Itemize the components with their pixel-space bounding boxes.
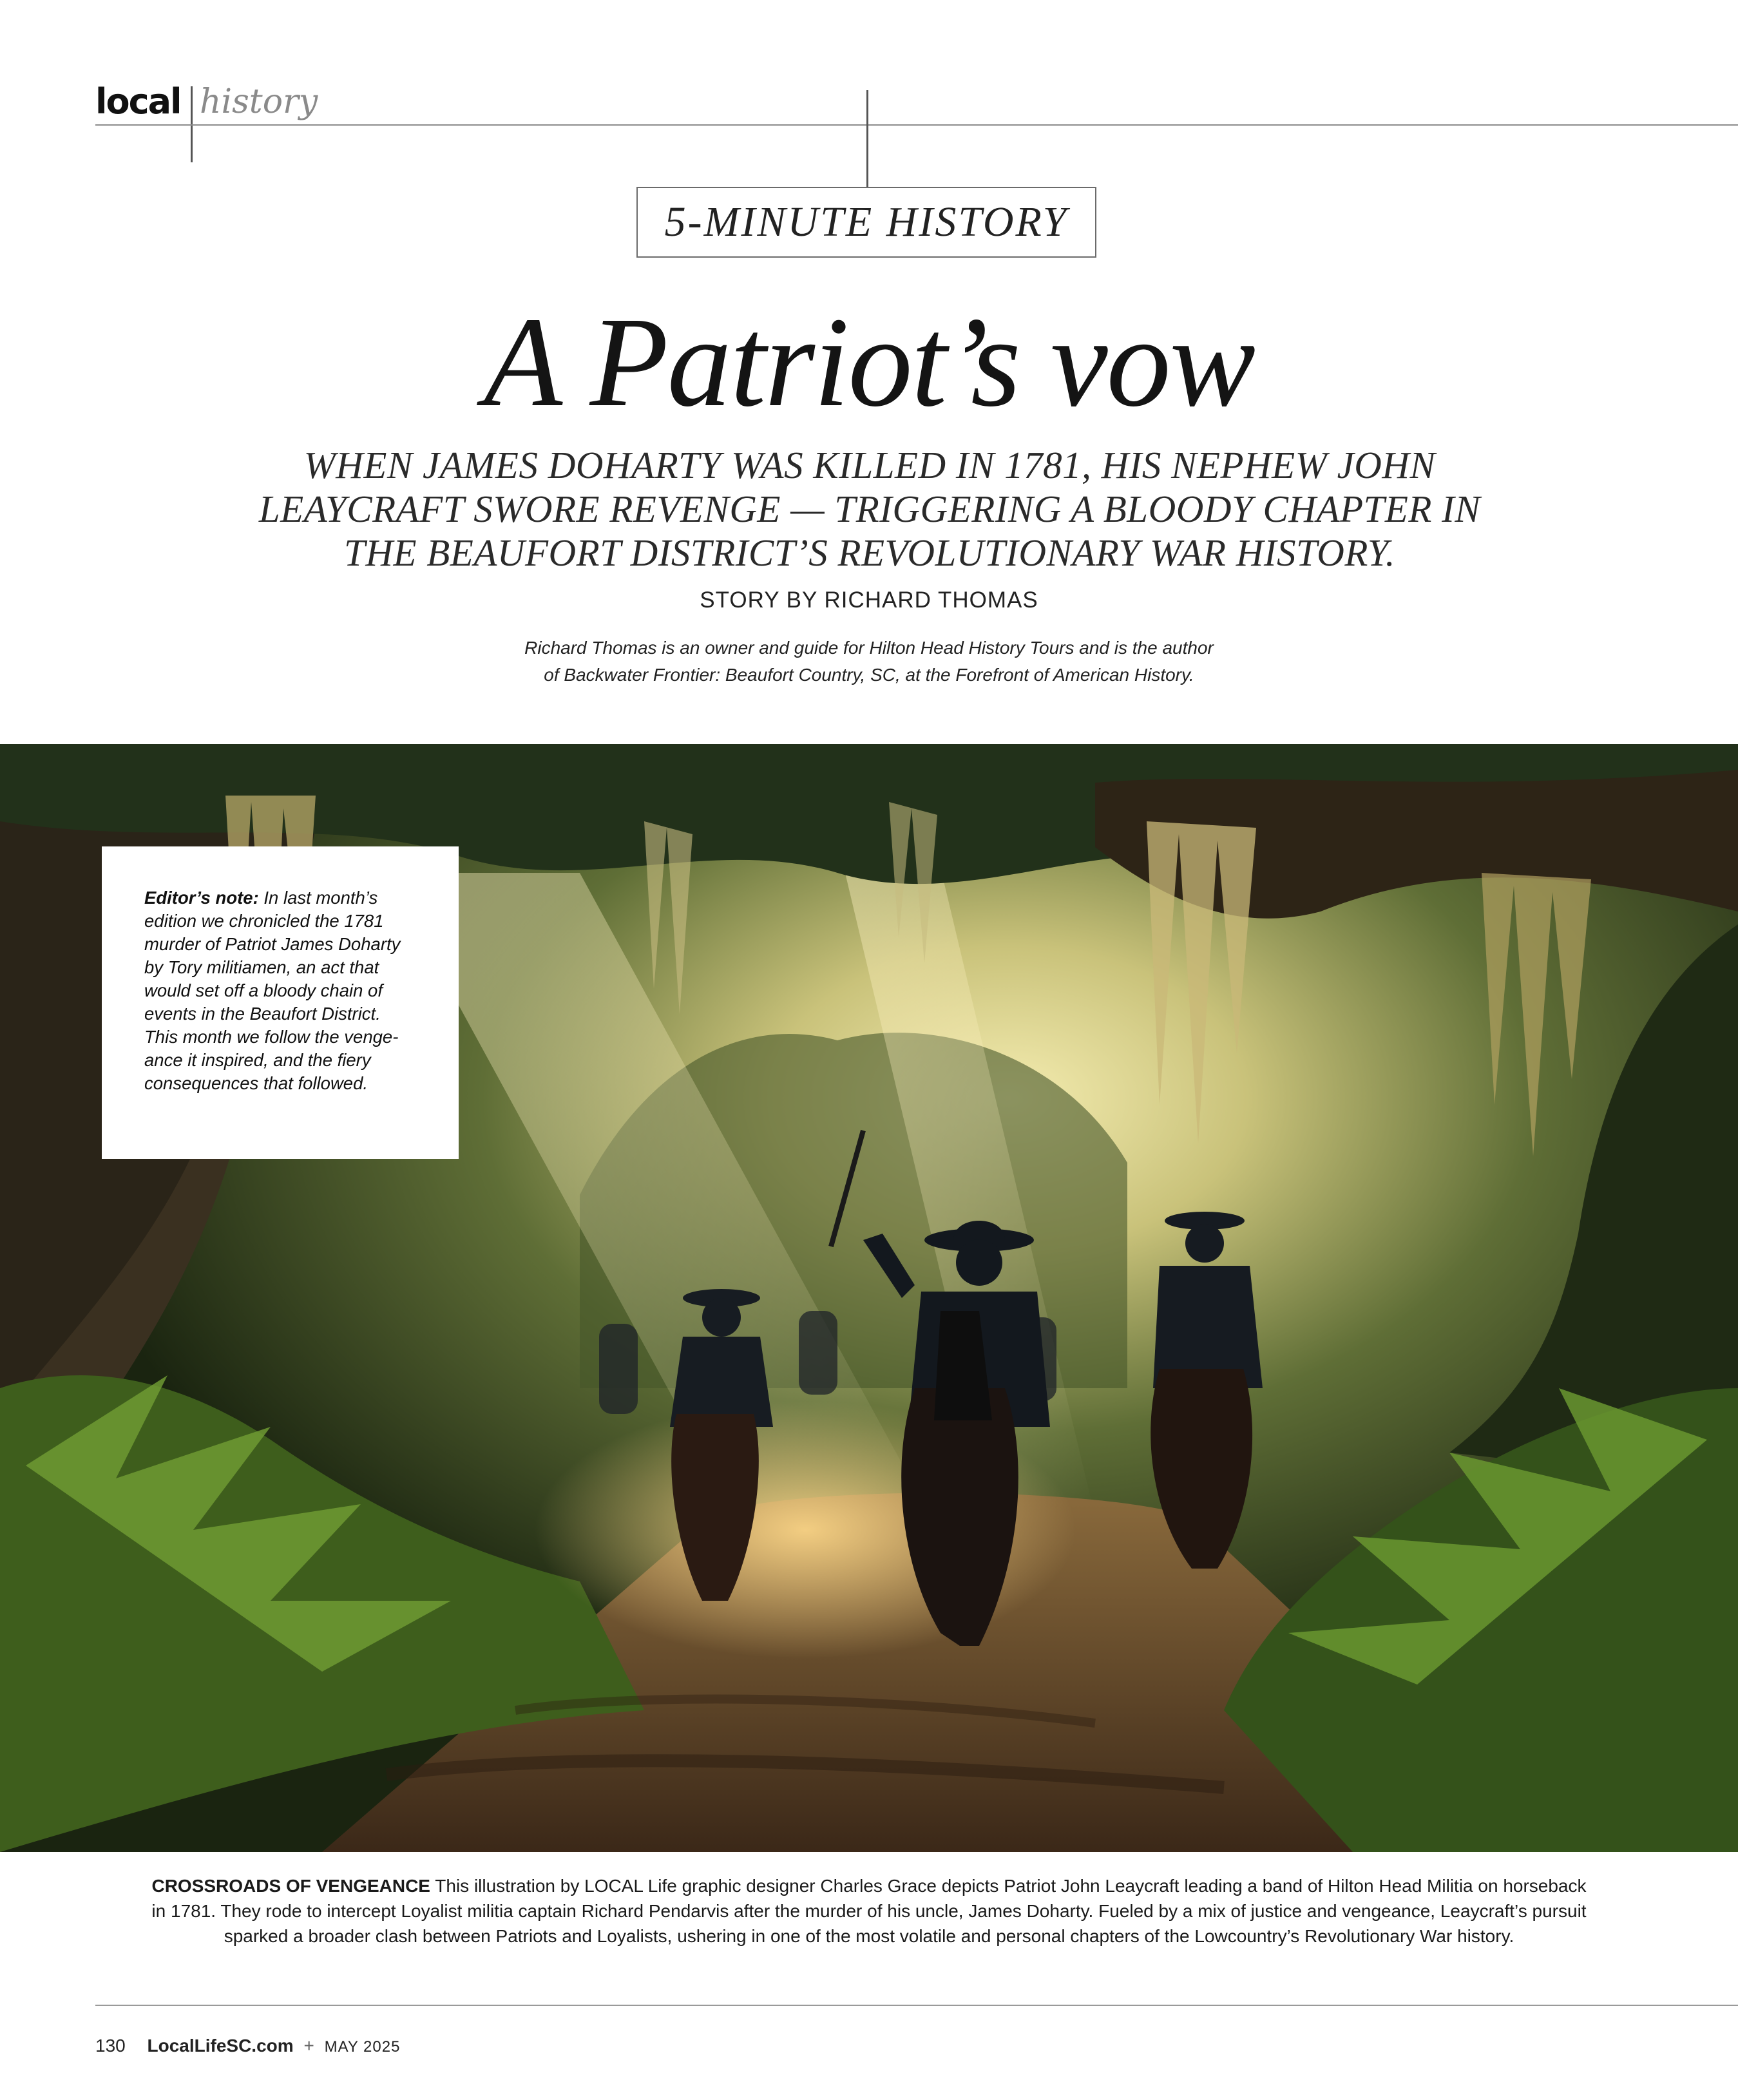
note-line: events in the Beaufort District. xyxy=(144,1004,381,1024)
page-footer xyxy=(95,2036,400,2056)
dek-line: WHEN JAMES DOHARTY WAS KILLED IN 1781, HIS NEPHEW JOHN xyxy=(303,444,1436,486)
note-line: would set off a bloody chain of xyxy=(144,980,383,1000)
article-headline: A Patriot’s vow xyxy=(483,291,1255,434)
caption-head: CROSSROADS OF VENGEANCE xyxy=(151,1876,430,1896)
note-line: by Tory militiamen, an act that xyxy=(144,957,379,977)
image-caption xyxy=(122,1873,1616,1949)
bio-line: Richard Thomas is an owner and guide for Hilton Head History Tours and is the author xyxy=(524,638,1214,658)
dek-line: LEAYCRAFT SWORE REVENGE — TRIGGERING A BLOODY CHAPTER IN xyxy=(258,488,1481,530)
article-dek xyxy=(225,443,1514,575)
note-line: ance it inspired, and the fiery xyxy=(144,1050,371,1070)
caption-line: sparked a broader clash between Patriots and Loyalists, ushering in one of the most volatile and personal chapters of the Lowcountry’s Revolutionary War history. xyxy=(224,1926,1514,1946)
caption-line: This illustration by LOCAL Life graphic designer Charles Grace depicts Patriot John Leaycraft leading a band of Hilton Head Militia on horseback xyxy=(435,1876,1587,1896)
note-line: This month we follow the venge- xyxy=(144,1027,399,1047)
note-line: consequences that followed. xyxy=(144,1073,368,1093)
footer-separator: + xyxy=(303,2036,314,2056)
bio-line: of Backwater Frontier: Beaufort Country, SC, at the Forefront of American History. xyxy=(544,665,1194,685)
site-link[interactable]: LocalLifeSC.com xyxy=(147,2036,294,2056)
caption-line: in 1781. They rode to intercept Loyalist militia captain Richard Pendarvis after the murder of his uncle, James Doharty. Fueled by a mix of justice and vengeance, Leaycraft’s pursuit xyxy=(151,1901,1587,1921)
section-category: history xyxy=(200,82,318,121)
editors-note-text xyxy=(144,886,423,1095)
editors-note-lead: Editor’s note: xyxy=(144,888,259,908)
footer-rule xyxy=(95,2005,1738,2006)
byline: STORY BY RICHARD THOMAS xyxy=(700,587,1038,613)
note-line: edition we chronicled the 1781 xyxy=(144,911,384,931)
brand-logo: local xyxy=(95,81,181,122)
issue-date: MAY 2025 xyxy=(324,2038,401,2056)
header-rule xyxy=(95,124,1738,126)
author-bio xyxy=(451,635,1287,689)
note-line: In last month’s xyxy=(263,888,378,908)
kicker-box: 5-MINUTE HISTORY xyxy=(636,187,1096,258)
header-vertical-rule xyxy=(866,90,868,187)
page-number: 130 xyxy=(95,2036,126,2056)
dek-line: THE BEAUFORT DISTRICT’S REVOLUTIONARY WAR HISTORY. xyxy=(344,531,1395,574)
note-line: murder of Patriot James Doharty xyxy=(144,934,401,954)
editors-note-box xyxy=(102,846,459,1159)
